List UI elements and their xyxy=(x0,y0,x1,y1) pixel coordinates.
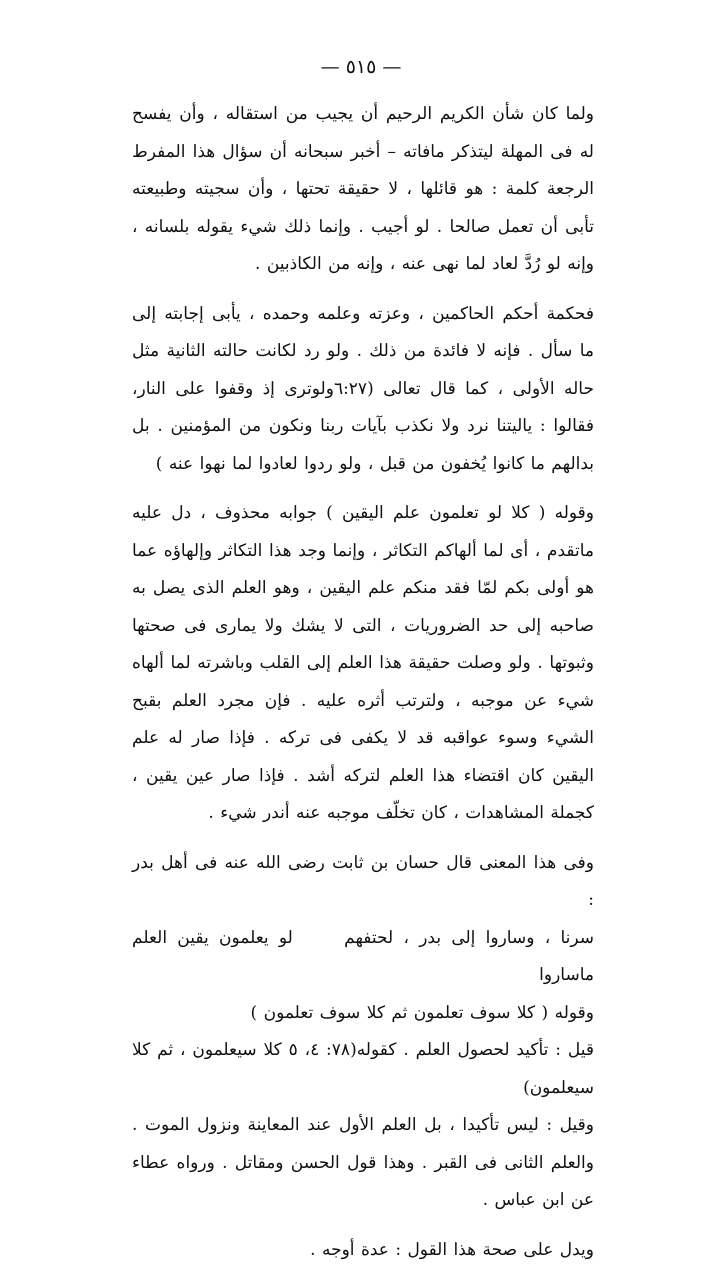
paragraph: فحكمة أحكم الحاكمين ، وعزته وعلمه وحمده ، يأبى إجابته إلى ما سأل . فإنه لا فائدة من ذلك . ولو رد لكانت حالته الثانية مثل حاله الأولى ، كما قال تعالى (٦:٢٧ولوترى إذ وقفوا على النار، فقالوا : ياليتنا نرد ولا نكذب بآيات ربنا ونكون من المؤمنين . بل بدالهم ما كانوا يُخفون من قبل ، ولو ردوا لعادوا لما نهوا عنه ) xyxy=(132,296,594,484)
poetry-verse: سرنا ، وساروا إلى بدر ، لحتفهم لو يعلمون يقين العلم ماساروا xyxy=(132,920,594,995)
paragraph: ولما كان شأن الكريم الرحيم أن يجيب من استقاله ، وأن يفسح له فى المهلة ليتذكر مافاته – أخبر سبحانه أن سؤال هذا المفرط الرجعة كلمة : هو قائلها ، لا حقيقة تحتها ، وأن سجيته وطبيعته تأبى أن تعمل صالحا . لو أجيب . وإنما ذلك شيء يقوله بلسانه ، وإنه لو رُدَّ لعاد لما نهى عنه ، وإنه من الكاذبين . xyxy=(132,96,594,284)
paragraph: وفى هذا المعنى قال حسان بن ثابت رضى الله عنه فى أهل بدر : xyxy=(132,845,594,920)
page-number: — ٥١٥ — xyxy=(0,56,722,78)
quranic-quote: وقوله ( كلا سوف تعلمون ثم كلا سوف تعلمون ) xyxy=(132,995,594,1033)
paragraph: ويدل على صحة هذا القول : عدة أوجه . xyxy=(132,1232,594,1269)
body-text xyxy=(132,96,594,1269)
paragraph: وقيل : ليس تأكيدا ، بل العلم الأول عند المعاينة ونزول الموت . والعلم الثانى فى القبر . وهذا قول الحسن ومقاتل . ورواه عطاء عن ابن عباس . xyxy=(132,1107,594,1220)
paragraph: قيل : تأكيد لحصول العلم . كقوله(٧٨: ٤، ٥ كلا سيعلمون ، ثم كلا سيعلمون) xyxy=(132,1032,594,1107)
paragraph: وقوله ( كلا لو تعلمون علم اليقين ) جوابه محذوف ، دل عليه ماتقدم ، أى لما ألهاكم التكاثر ، وإنما وجد هذا التكاثر وإلهاؤه عما هو أولى بكم لمّا فقد منكم علم اليقين ، وهو العلم الذى يصل به صاحبه إلى حد الضروريات ، التى لا يشك ولا يمارى فى صحتها وثبوتها . ولو وصلت حقيقة هذا العلم إلى القلب وباشرته لما ألهاه شيء عن موجبه ، ولترتب أثره عليه . فإن مجرد العلم بقبح الشيء وسوء عواقبه قد لا يكفى فى تركه . فإذا صار له علم اليقين كان اقتضاء هذا العلم لتركه أشد . فإذا صار عين يقين ، كجملة المشاهدات ، كان تخلّف موجبه عنه أندر شيء . xyxy=(132,495,594,833)
